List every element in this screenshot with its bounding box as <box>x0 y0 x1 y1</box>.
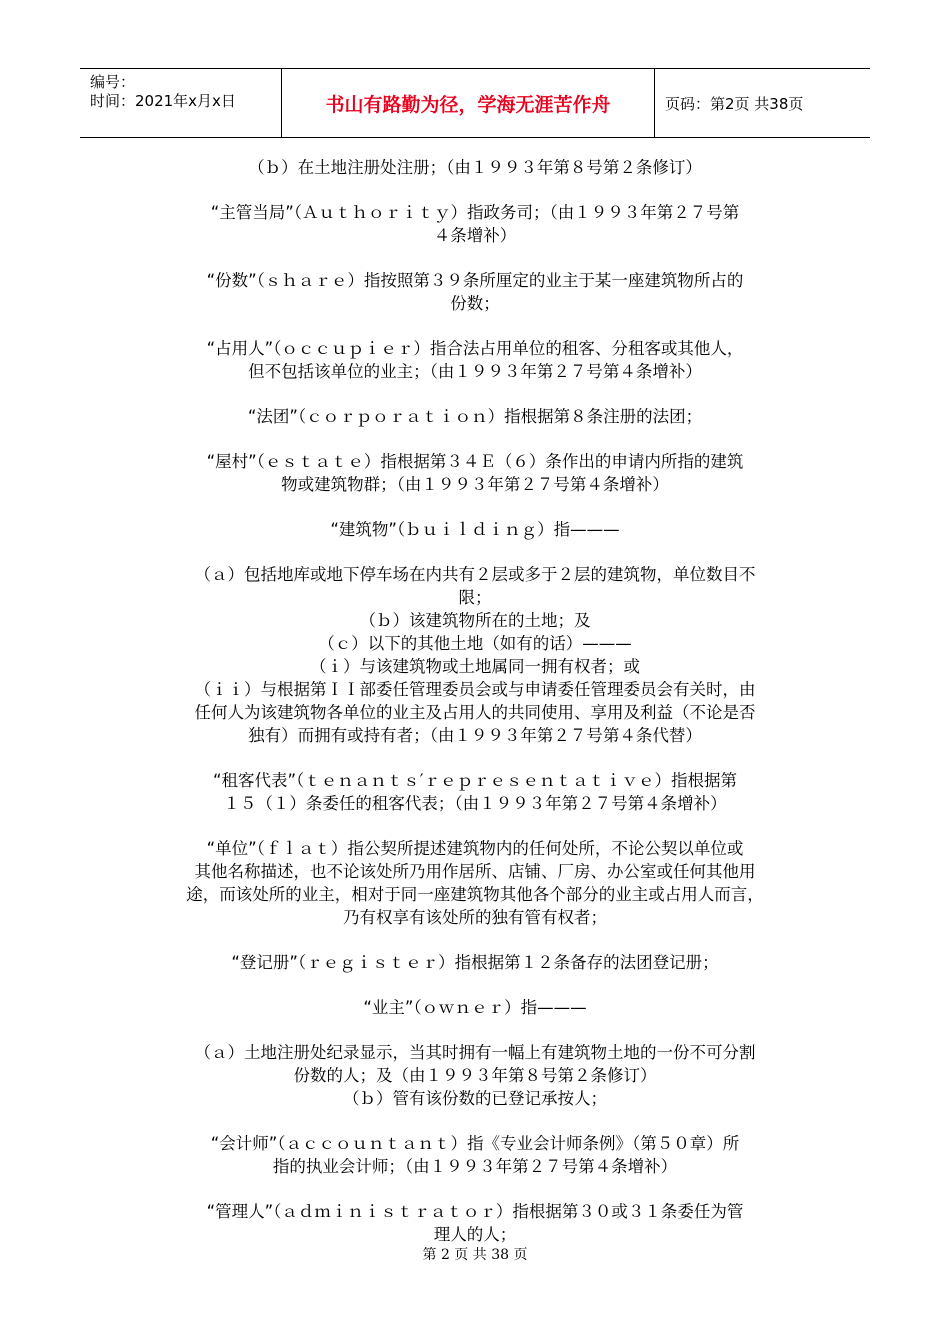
paragraph-line: 份数； <box>450 294 500 313</box>
paragraph-line: “法团”（ｃｏｒｐｏｒａｔｉｏｎ）指根据第８条注册的法团； <box>247 407 703 426</box>
paragraph-line: １５（１）条委任的租客代表；（由１９９３年第２７号第４条增补） <box>223 794 727 813</box>
paragraph-line: （ｂ）在土地注册处注册；（由１９９３年第８号第２条修订） <box>248 158 702 177</box>
paragraph-line: 独有）而拥有或持有者；（由１９９３年第２７号第４条代替） <box>248 726 702 745</box>
paragraph <box>150 201 800 247</box>
paragraph <box>150 996 800 1019</box>
paragraph-line: 任何人为该建筑物各单位的业主及占用人的共同使用、享用及利益（不论是否 <box>194 703 756 722</box>
header-motto: 书山有路勤为径，学海无涯苦作舟 <box>325 94 611 116</box>
paragraph-line: 其他名称描述，也不论该处所乃用作居所、店铺、厂房、办公室或任何其他用 <box>194 862 756 881</box>
paragraph <box>150 269 800 315</box>
paragraph-line: （ｉｉ）与根据第ＩＩ部委任管理委员会或与申请委任管理委员会有关时，由 <box>194 680 756 699</box>
paragraph-line: （ｂ）管有该份数的已登记承按人； <box>343 1089 607 1108</box>
paragraph-line: “管理人”（ａｄｍｉｎｉｓｔｒａｔｏｒ）指根据第３０或３１条委任为管 <box>206 1202 744 1221</box>
paragraph-line: “屋村”（ｅｓｔａｔｅ）指根据第３４Ｅ（６）条作出的申请内所指的建筑 <box>206 452 744 471</box>
paragraph-line: （ｃ）以下的其他土地（如有的话）——— <box>318 634 632 653</box>
paragraph <box>150 405 800 428</box>
paragraph <box>150 769 800 815</box>
paragraph-line: 途，而该处所的业主，相对于同一座建筑物其他各个部分的业主或占用人而言， <box>186 885 764 904</box>
paragraph <box>150 337 800 383</box>
paragraph-line: “占用人”（ｏｃｃｕｐｉｅｒ）指合法占用单位的租客、分租客或其他人， <box>206 339 744 358</box>
paragraph <box>150 518 800 541</box>
paragraph <box>150 1041 800 1110</box>
paragraph-line: “建筑物”（ｂｕｉｌｄｉｎｇ）指——— <box>330 520 620 539</box>
paragraph-line: “业主”（ｏｗｎｅｒ）指——— <box>363 998 587 1017</box>
paragraph-line: ４条增补） <box>433 226 517 245</box>
paragraph-line: “登记册”（ｒｅｇｉｓｔｅｒ）指根据第１２条备存的法团登记册； <box>231 953 719 972</box>
paragraph-line: “租客代表”（ｔｅｎａｎｔｓ′ｒｅｐｒｅｓｅｎｔａｔｉｖｅ）指根据第 <box>212 771 738 790</box>
paragraph <box>150 1132 800 1178</box>
paragraph <box>150 156 800 179</box>
paragraph-line: （ｉ）与该建筑物或土地属同一拥有权者；或 <box>310 657 640 676</box>
paragraph <box>150 837 800 929</box>
header-page-info: 页码：第2页 共38页 <box>665 95 804 113</box>
paragraph-line: “会计师”（ａｃｃｏｕｎｔａｎｔ）指《专业会计师条例》（第５０章）所 <box>210 1134 740 1153</box>
paragraph-line: （ａ）土地注册处纪录显示，当其时拥有一幅上有建筑物土地的一份不可分割 <box>194 1043 756 1062</box>
paragraph-line: 指的执业会计师；（由１９９３年第２７号第４条增补） <box>272 1157 678 1176</box>
paragraph-line: 份数的人；及（由１９９３年第８号第２条修订） <box>293 1066 657 1085</box>
paragraph <box>150 450 800 496</box>
document-number-label: 编号： <box>90 73 136 91</box>
paragraph-line: “主管当局”（Ａｕｔｈｏｒｉｔｙ）指政务司；（由１９９３年第２７号第 <box>210 203 740 222</box>
paragraph <box>150 563 800 747</box>
paragraph <box>150 1200 800 1246</box>
header-divider <box>654 69 655 137</box>
page-footer: 第 2 页 共 38 页 <box>422 1247 528 1263</box>
document-body <box>150 156 800 1268</box>
document-time-label: 时间：2021年x月x日 <box>90 92 236 110</box>
page-header <box>80 68 870 138</box>
paragraph-line: “份数”（ｓｈａｒｅ）指按照第３９条所厘定的业主于某一座建筑物所占的 <box>206 271 744 290</box>
paragraph-line: 理人的人； <box>433 1225 517 1244</box>
paragraph-line: 物或建筑物群；（由１９９３年第２７号第４条增补） <box>281 475 669 494</box>
paragraph-line: （ａ）包括地库或地下停车场在内共有２层或多于２层的建筑物，单位数目不 <box>194 565 756 584</box>
paragraph-line: 但不包括该单位的业主；（由１９９３年第２７号第４条增补） <box>248 362 702 381</box>
paragraph-line: 限； <box>458 588 492 607</box>
paragraph-line: （ｂ）该建筑物所在的土地；及 <box>359 611 591 630</box>
paragraph <box>150 951 800 974</box>
paragraph-line: “单位”（ｆｌａｔ）指公契所提述建筑物内的任何处所，不论公契以单位或 <box>206 839 744 858</box>
paragraph-line: 乃有权享有该处所的独有管有权者； <box>343 908 607 927</box>
